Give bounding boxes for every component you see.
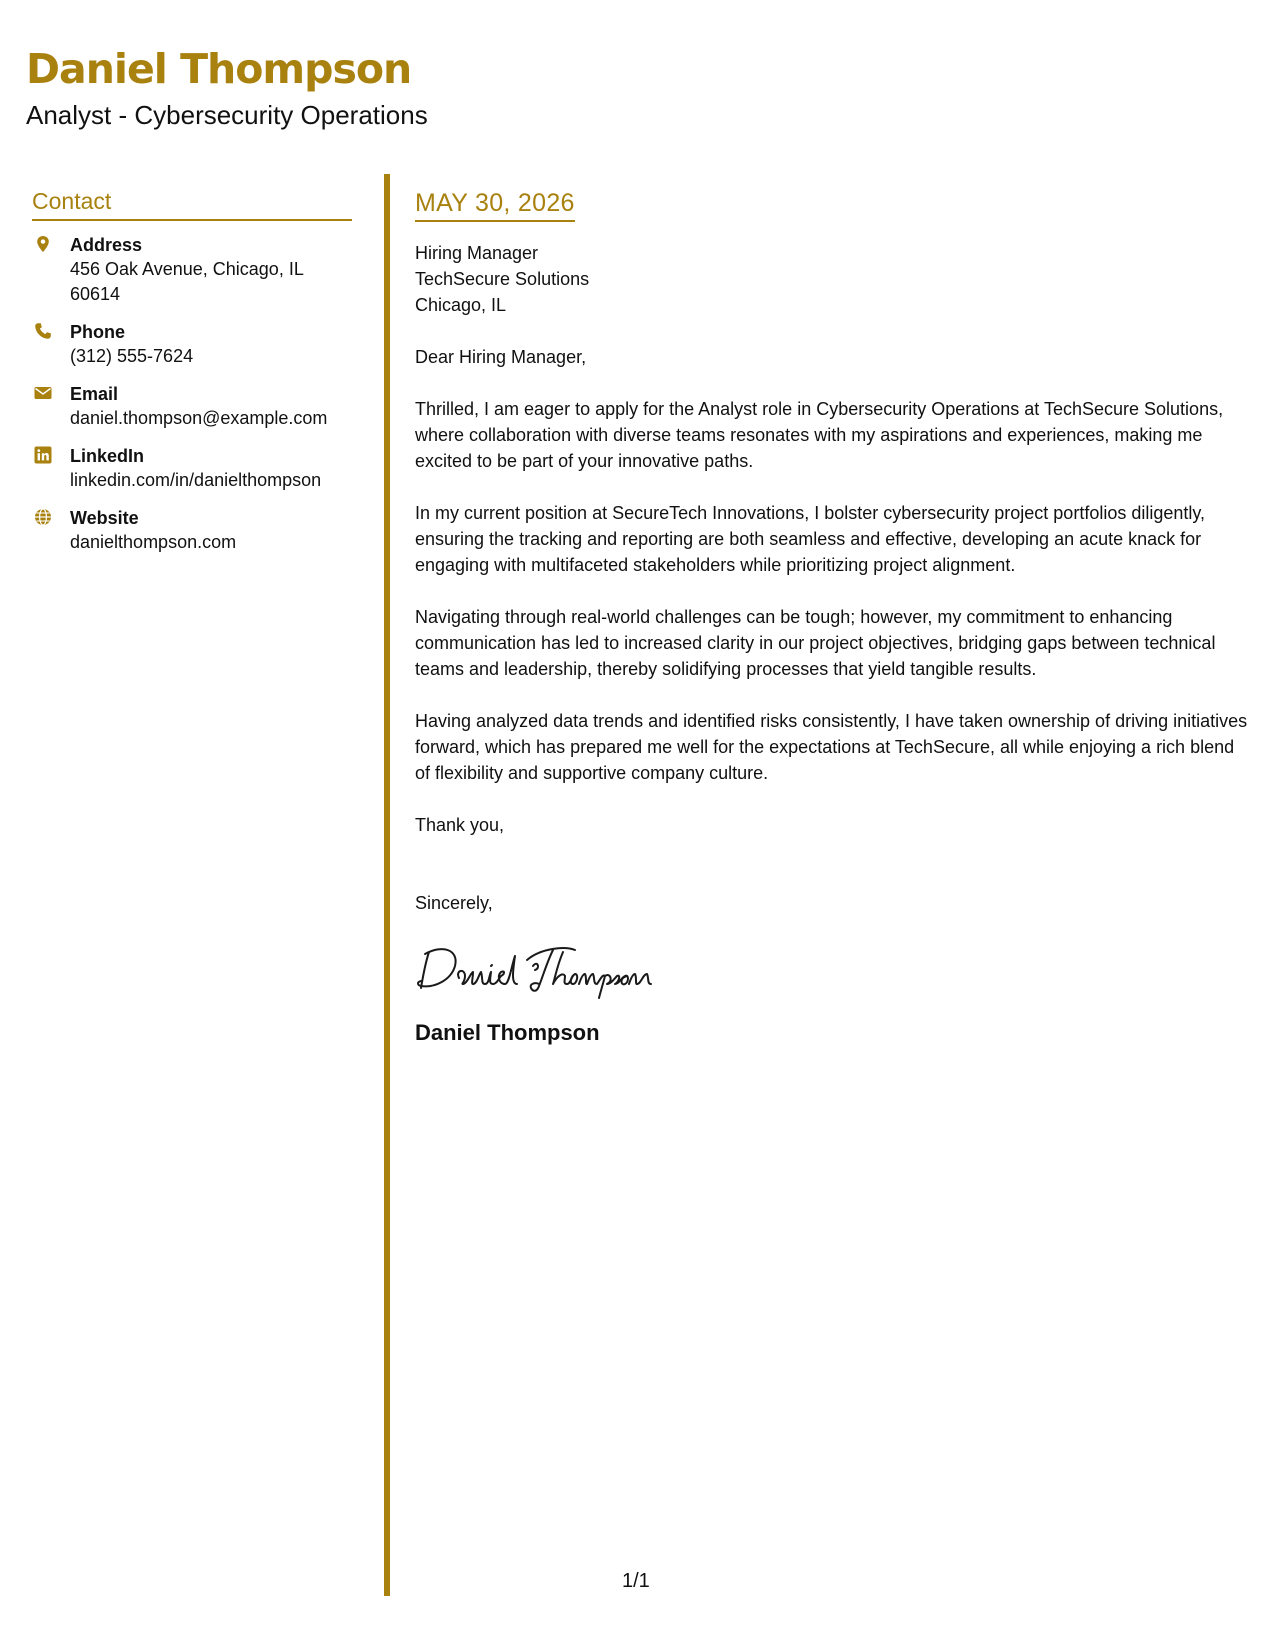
contact-item-linkedin [32, 444, 352, 493]
contact-item-address [32, 233, 352, 307]
letter-paragraph: In my current position at SecureTech Innovations, I bolster cybersecurity project portfolios diligently, ensuring the tracking and reporting are both seamless and effective, developing an acute knack for engaging with multifaceted stakeholders while prioritizing project alignment. [415, 503, 1206, 575]
contact-value: 456 Oak Avenue, Chicago, IL 60614 [70, 259, 304, 304]
signer-name: Daniel Thompson [415, 1020, 600, 1045]
globe-icon [34, 508, 52, 526]
contact-value: linkedin.com/in/danielthompson [70, 470, 322, 490]
handwritten-signature [415, 938, 1250, 1002]
thanks-line: Thank you, [415, 815, 505, 835]
contact-value: danielthompson.com [70, 532, 237, 552]
contact-label: Phone [70, 322, 126, 342]
contact-value: (312) 555-7624 [70, 346, 194, 366]
linkedin-icon [34, 446, 52, 464]
applicant-job-title: Analyst - Cybersecurity Operations [26, 100, 428, 130]
envelope-icon [34, 384, 52, 402]
contact-item-website [32, 506, 352, 555]
recipient-line: TechSecure Solutions [415, 269, 590, 289]
contact-item-email [32, 382, 352, 431]
contact-sidebar [32, 188, 352, 568]
letter-paragraph: Having analyzed data trends and identified risks consistently, I have taken ownership of driving initiatives forward, which has prepared me well for the expectations at TechSecure, all while enjoying a rich blend of flexibility and supportive company culture. [415, 711, 1248, 783]
salutation: Dear Hiring Manager, [415, 347, 587, 367]
recipient-block [415, 240, 1250, 318]
vertical-divider [384, 174, 390, 1596]
contact-heading: Contact [32, 188, 352, 221]
letter-body [415, 190, 1250, 1046]
letter-paragraph: Thrilled, I am eager to apply for the Analyst role in Cybersecurity Operations at TechSecure Solutions, where collaboration with diverse teams resonates with my aspirations and experiences, making me excited to be part of your innovative paths. [415, 399, 1224, 471]
contact-value: daniel.thompson@example.com [70, 408, 328, 428]
contact-label: LinkedIn [70, 446, 145, 466]
letter-paragraph: Navigating through real-world challenges can be tough; however, my commitment to enhancing communication has led to increased clarity in our project objectives, bridging gaps between technical teams and leadership, thereby solidifying processes that yield tangible results. [415, 607, 1216, 679]
contact-item-phone [32, 320, 352, 369]
recipient-line: Chicago, IL [415, 295, 507, 315]
page-number: 1/1 [622, 1570, 650, 1592]
contact-label: Address [70, 235, 143, 255]
contact-label: Email [70, 384, 119, 404]
map-pin-icon [34, 235, 52, 253]
recipient-line: Hiring Manager [415, 243, 539, 263]
closing-line: Sincerely, [415, 893, 493, 913]
contact-list [32, 233, 352, 555]
letter-date: MAY 30, 2026 [415, 190, 575, 222]
applicant-name: Daniel Thompson [26, 45, 412, 93]
phone-icon [34, 322, 52, 340]
contact-label: Website [70, 508, 139, 528]
